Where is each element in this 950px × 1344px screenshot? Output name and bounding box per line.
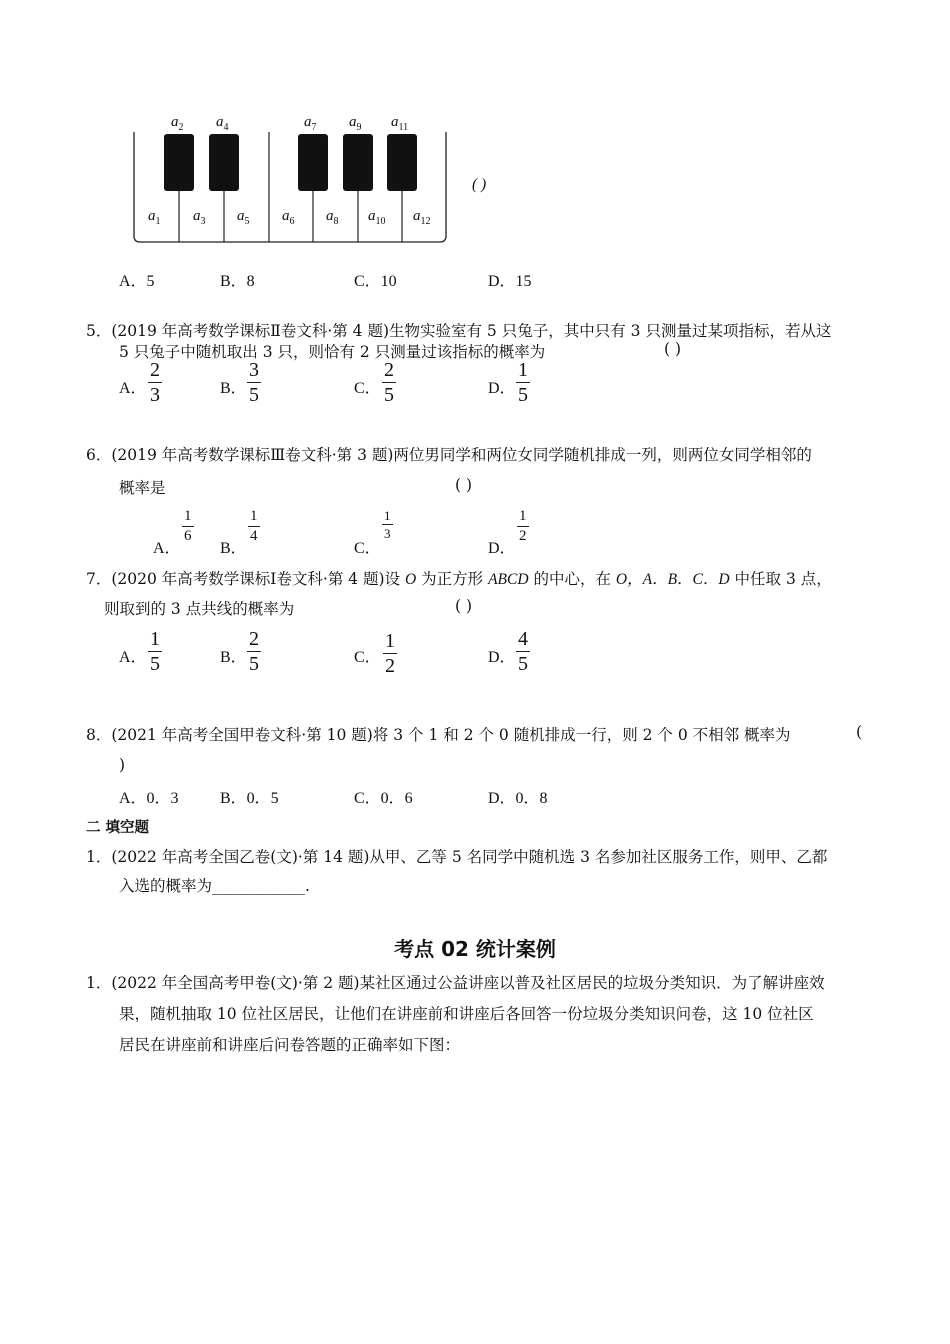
question-text: 入选的概率为____________. <box>119 877 310 895</box>
question-text: 6．(2019 年高考数学课标Ⅲ卷文科·第 3 题)两位男同学和两位女同学随机排成一列，则两位女同学相邻的 <box>86 446 812 464</box>
answer-bracket-open: ( <box>856 723 863 741</box>
option-c-letter: C． <box>354 649 381 666</box>
question-text: 概率是 <box>119 479 166 497</box>
option-d: D．0．8 <box>488 790 548 807</box>
option-d-letter: D． <box>488 649 516 666</box>
option-b-letter: B． <box>220 380 247 397</box>
option-c-letter: C． <box>354 540 381 557</box>
black-key <box>209 134 239 191</box>
option-b-fraction: $\frac{2}{5}$ <box>249 628 259 675</box>
white-key-label: $a_{10}$ <box>368 208 386 227</box>
black-key-label: $a_7$ <box>304 114 317 133</box>
black-key <box>387 134 417 191</box>
option-d-fraction: $\frac{1}{5}$ <box>518 359 528 406</box>
option-b-letter: B． <box>220 540 247 557</box>
question-text: 果，随机抽取 10 位社区居民，让他们在讲座前和讲座后各回答一份垃圾分类知识问卷，这 10 位社区 <box>119 1005 814 1023</box>
option-d-fraction: $\frac{4}{5}$ <box>518 628 528 675</box>
option-b: B．8 <box>220 273 255 290</box>
black-key <box>298 134 328 191</box>
question-text: 1．(2022 年全国高考甲卷(文)·第 2 题)某社区通过公益讲座以普及社区居民的垃圾分类知识．为了解讲座效 <box>86 974 825 992</box>
option-d-letter: D． <box>488 380 516 397</box>
option-a-letter: A． <box>119 380 147 397</box>
black-key <box>343 134 373 191</box>
option-d: D．15 <box>488 273 532 290</box>
black-key-label: $a_{11}$ <box>391 114 409 133</box>
option-a-fraction: $\frac{1}{5}$ <box>150 628 160 675</box>
answer-bracket-close: ) <box>119 756 126 774</box>
option-d-letter: D． <box>488 540 516 557</box>
white-key-label: $a_5$ <box>237 208 250 227</box>
answer-bracket: ( ) <box>664 340 682 358</box>
option-b: B．0．5 <box>220 790 279 807</box>
piano-keyboard <box>130 128 450 246</box>
white-key-label: $a_1$ <box>148 208 161 227</box>
question-text: 居民在讲座前和讲座后问卷答题的正确率如下图： <box>119 1036 461 1054</box>
option-c-letter: C． <box>354 380 381 397</box>
option-a-letter: A． <box>119 649 147 666</box>
question-text: 7．(2020 年高考数学课标Ⅰ卷文科·第 4 题)设 O 为正方形 ABCD 的中心，在 O，A．B．C．D 中任取 3 点， <box>86 570 832 588</box>
option-c-fraction: $\frac{2}{5}$ <box>384 359 394 406</box>
white-key-label: $a_8$ <box>326 208 339 227</box>
black-key-label: $a_9$ <box>349 114 362 133</box>
page-heading: 考点 02 统计案例 <box>394 937 556 961</box>
black-key-label: $a_4$ <box>216 114 229 133</box>
black-key <box>164 134 194 191</box>
option-c-fraction: $\frac{1}{2}$ <box>385 630 395 677</box>
question-text: 5 只兔子中随机取出 3 只，则恰有 2 只测量过该指标的概率为 <box>119 343 546 361</box>
option-c-fraction: $\frac{1}{3}$ <box>384 508 391 541</box>
question-text: 1．(2022 年高考全国乙卷(文)·第 14 题)从甲、乙等 5 名同学中随机选 3 名参加社区服务工作，则甲、乙都 <box>86 848 828 866</box>
answer-bracket: ( ) <box>455 476 473 494</box>
option-b-fraction: $\frac{1}{4}$ <box>250 508 258 544</box>
answer-bracket: ( ) <box>455 597 473 615</box>
option-b-letter: B． <box>220 649 247 666</box>
option-a-fraction: $\frac{2}{3}$ <box>150 359 160 406</box>
white-key-label: $a_3$ <box>193 208 206 227</box>
question-text: 8．(2021 年高考全国甲卷文科·第 10 题)将 3 个 1 和 2 个 0 随机排成一行，则 2 个 0 不相邻 概率为 <box>86 726 791 744</box>
option-d-fraction: $\frac{1}{2}$ <box>519 508 527 544</box>
option-a-fraction: $\frac{1}{6}$ <box>184 508 192 544</box>
question-text: 则取到的 3 点共线的概率为 <box>104 600 295 618</box>
option-b-fraction: $\frac{3}{5}$ <box>249 359 259 406</box>
option-a-letter: A． <box>153 540 181 557</box>
answer-bracket: ( ) <box>472 176 487 193</box>
option-c: C．0．6 <box>354 790 413 807</box>
question-text: 5．(2019 年高考数学课标Ⅱ卷文科·第 4 题)生物实验室有 5 只兔子，其中只有 3 只测量过某项指标，若从这 <box>86 322 832 340</box>
option-a: A．5 <box>119 273 155 290</box>
white-key-label: $a_{12}$ <box>413 208 431 227</box>
option-a: A．0．3 <box>119 790 179 807</box>
section-title: 二 填空题 <box>86 820 150 836</box>
option-c: C．10 <box>354 273 397 290</box>
white-key-label: $a_6$ <box>282 208 295 227</box>
black-key-label: $a_2$ <box>171 114 184 133</box>
